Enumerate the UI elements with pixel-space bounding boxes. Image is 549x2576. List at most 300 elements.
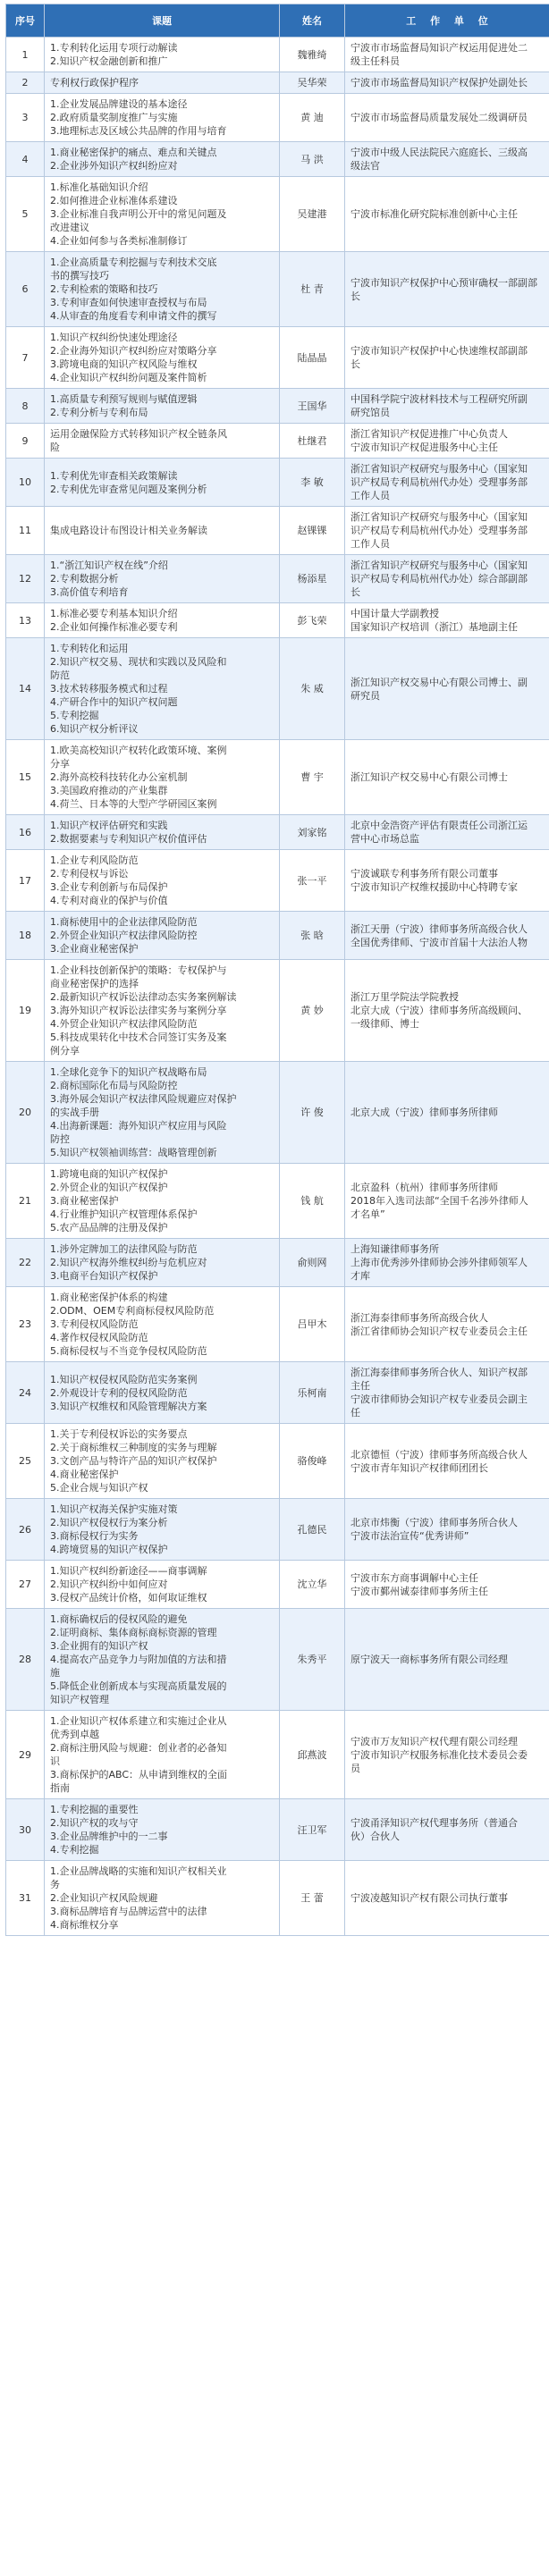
organization-line: 工作人员	[351, 538, 390, 550]
row-organization	[345, 94, 549, 142]
topic-line: 2.知识产权纠纷中如何应对	[50, 1578, 168, 1590]
organization-line: 中国计量大学副教授	[351, 608, 439, 619]
row-organization	[345, 389, 549, 424]
row-number: 3	[6, 94, 45, 142]
topic-line: 集成电路设计布图设计相关业务解读	[50, 525, 207, 536]
topic-line: 3.文创产品与特许产品的知识产权保护	[50, 1455, 217, 1467]
topic-line: 1.企业高质量专利挖掘与专利技术交底	[50, 257, 217, 268]
row-topics	[45, 252, 280, 327]
organization-line: 识产权局专利局杭州代办处）受理事务部	[351, 525, 528, 536]
topic-line: 4.商标维权分享	[50, 1919, 119, 1931]
topic-line: 2.外贸企业的知识产权保护	[50, 1182, 168, 1193]
row-organization	[345, 142, 549, 177]
row-topics	[45, 740, 280, 815]
topic-line: 3.商标保护的ABC：从申请到维权的全面	[50, 1769, 228, 1780]
topic-line: 防范	[50, 669, 70, 681]
topic-line: 3.专利审查如何快速审查授权与布局	[50, 297, 207, 308]
topic-line: 1.商标确权后的侵权风险的避免	[50, 1613, 188, 1625]
topic-line: 2.外观设计专利的侵权风险防范	[50, 1386, 188, 1399]
organization-line: 长	[351, 358, 360, 370]
header-organization: 工 作 单 位	[345, 4, 549, 38]
row-name: 吴建港	[280, 177, 345, 252]
row-organization	[345, 850, 549, 912]
organization-line: 国家知识产权培训（浙江）基地副主任	[351, 621, 518, 633]
topic-line: 4.外贸企业知识产权法律风险防范	[50, 1018, 198, 1030]
row-organization	[345, 72, 549, 94]
topic-line: 分享	[50, 758, 70, 770]
organization-line: 北京德恒（宁波）律师事务所高级合伙人	[351, 1448, 528, 1461]
topic-line: 1.商业秘密保护体系的构建	[50, 1292, 168, 1303]
topic-line: 3.企业专利创新与布局保护	[50, 881, 168, 893]
topic-line: 商业秘密保护的选择	[50, 978, 139, 989]
row-name: 沈立华	[280, 1561, 345, 1609]
table-header	[6, 4, 549, 38]
row-number: 29	[6, 1711, 45, 1799]
organization-line: 宁波市法治宣传“优秀讲师”	[351, 1530, 469, 1542]
row-name: 陆晶晶	[280, 327, 345, 389]
row-topics	[45, 1164, 280, 1239]
row-organization	[345, 815, 549, 850]
topic-line: 3.美国政府推动的产业集群	[50, 785, 168, 796]
row-name: 马 洪	[280, 142, 345, 177]
row-name: 杨添星	[280, 555, 345, 603]
row-topics	[45, 960, 280, 1062]
organization-line: 宁波凌越知识产权有限公司执行董事	[351, 1892, 508, 1904]
organization-line: 宁波市市场监督局质量发展处二级调研员	[351, 112, 528, 123]
topic-line: 运用金融保险方式转移知识产权全链条风	[50, 428, 227, 440]
row-name: 魏雅绮	[280, 38, 345, 72]
organization-line: 宁波市市场监督局知识产权运用促进处二	[351, 42, 528, 54]
topic-line: 知识产权管理	[50, 1694, 109, 1705]
organization-line: 任	[351, 1407, 360, 1418]
row-organization	[345, 638, 549, 740]
topic-line: 2.专利侵权与诉讼	[50, 868, 129, 880]
row-topics	[45, 1861, 280, 1936]
table-row	[6, 912, 549, 960]
row-number: 16	[6, 815, 45, 850]
row-topics	[45, 459, 280, 507]
table-body	[6, 38, 549, 1936]
organization-line: 浙江知识产权交易中心有限公司博士	[351, 771, 508, 783]
row-topics	[45, 603, 280, 638]
organization-line: 一级律师、博士	[351, 1018, 419, 1030]
topic-line: 1.商标使用中的企业法律风险防范	[50, 916, 198, 928]
topic-line: 3.商标品牌培育与品牌运营中的法律	[50, 1906, 207, 1917]
topic-line: 1.企业品牌战略的实施和知识产权相关业	[50, 1865, 227, 1877]
topic-line: 3.地理标志及区域公共品牌的作用与培育	[50, 125, 227, 137]
topic-line: 2.商标国际化布局与风险防控	[50, 1080, 178, 1091]
topic-line: 4.著作权侵权风险防范	[50, 1332, 148, 1343]
organization-line: 长	[351, 586, 360, 598]
organization-line: 宁波市标准化研究院标准创新中心主任	[351, 208, 518, 220]
topic-line: 5.降低企业创新成本与实现高质量发展的	[50, 1680, 227, 1692]
topic-line: 4.专利挖掘	[50, 1844, 99, 1856]
topic-line: 3.知识产权维权和风险管理解决方案	[50, 1400, 207, 1412]
topic-line: 3.海外展会知识产权法律风险规避应对保护	[50, 1093, 237, 1105]
row-topics	[45, 1711, 280, 1799]
row-number: 15	[6, 740, 45, 815]
row-organization	[345, 1609, 549, 1711]
organization-line: 浙江海泰律师事务所合伙人、知识产权部	[351, 1367, 528, 1378]
organization-line: 北京大成（宁波）律师事务所律师	[351, 1107, 498, 1118]
topic-line: 2.政府质量奖制度推广与实施	[50, 112, 178, 123]
topic-line: 1.“浙江知识产权在线”介绍	[50, 560, 168, 571]
topic-line: 4.行业维护知识产权管理体系保护	[50, 1208, 198, 1220]
topic-line: 4.跨境贸易的知识产权保护	[50, 1544, 168, 1555]
header-row	[6, 4, 549, 38]
organization-line: 营中心市场总监	[351, 833, 419, 845]
row-topics	[45, 177, 280, 252]
topic-line: 2.专利分析与专利布局	[50, 407, 148, 418]
topic-line: 3.专利侵权风险防范	[50, 1318, 139, 1330]
row-number: 5	[6, 177, 45, 252]
organization-line: 主任	[351, 1380, 370, 1392]
topic-line: 5.科技成果转化中技术合同签订实务及案	[50, 1031, 227, 1043]
row-number: 19	[6, 960, 45, 1062]
row-topics	[45, 38, 280, 72]
row-name: 朱 威	[280, 638, 345, 740]
topic-line: 1.关于专利侵权诉讼的实务要点	[50, 1428, 188, 1440]
row-number: 22	[6, 1239, 45, 1287]
row-name: 刘家铭	[280, 815, 345, 850]
table-row	[6, 38, 549, 72]
organization-line: 宁波市知识产权保护中心预审确权一部副部	[351, 276, 537, 289]
row-name: 杜继君	[280, 424, 345, 459]
row-name: 钱 航	[280, 1164, 345, 1239]
row-topics	[45, 815, 280, 850]
topic-line: 3.海外知识产权诉讼法律实务与案例分享	[50, 1005, 227, 1016]
organization-line: 浙江省知识产权研究与服务中心（国家知	[351, 511, 528, 523]
topic-line: 5.商标侵权与不当竞争侵权风险防范	[50, 1345, 207, 1357]
organization-line: 北京中金浩资产评估有限责任公司浙江运	[351, 820, 528, 831]
topic-line: 1.企业科技创新保护的策略：专权保护与	[50, 964, 227, 976]
row-name: 王 蕾	[280, 1861, 345, 1936]
row-topics	[45, 142, 280, 177]
row-organization	[345, 507, 549, 555]
organization-line: 浙江省律师协会知识产权专业委员会主任	[351, 1325, 528, 1337]
organization-line: 级主任科员	[351, 55, 400, 67]
row-name: 赵锞锞	[280, 507, 345, 555]
topic-line: 4.荷兰、日本等的大型产学研园区案例	[50, 798, 217, 810]
topic-line: 2.知识产权海外维权纠纷与危机应对	[50, 1257, 207, 1268]
topic-line: 4.商业秘密保护	[50, 1469, 119, 1480]
topic-line: 1.高质量专利预写规则与赋值逻辑	[50, 393, 198, 405]
organization-line: 才库	[351, 1270, 370, 1282]
organization-line: 浙江知识产权交易中心有限公司博士、副	[351, 676, 528, 688]
row-name: 张一平	[280, 850, 345, 912]
lecturer-table	[5, 4, 549, 1936]
organization-line: 宁波市万友知识产权代理有限公司经理	[351, 1735, 518, 1747]
row-name: 吴华荣	[280, 72, 345, 94]
topic-line: 1.知识产权海关保护实施对策	[50, 1503, 178, 1515]
row-topics	[45, 1062, 280, 1164]
row-number: 6	[6, 252, 45, 327]
row-number: 24	[6, 1362, 45, 1424]
organization-line: 浙江天册（宁波）律师事务所高级合伙人	[351, 922, 528, 935]
row-organization	[345, 1799, 549, 1861]
topic-line: 5.农产品品牌的注册及保护	[50, 1222, 168, 1233]
header-name: 姓名	[280, 4, 345, 38]
organization-line: 2018年入选司法部“全国千名涉外律师人	[351, 1195, 528, 1207]
topic-line: 1.跨境电商的知识产权保护	[50, 1168, 168, 1180]
organization-line: 北京盈科（杭州）律师事务所律师	[351, 1182, 498, 1193]
table-row	[6, 72, 549, 94]
row-topics	[45, 555, 280, 603]
topic-line: 4.提高农产品竞争力与附加值的方法和措	[50, 1654, 227, 1665]
row-organization	[345, 740, 549, 815]
table-row	[6, 424, 549, 459]
organization-line: 级法官	[351, 160, 380, 172]
row-organization	[345, 1861, 549, 1936]
row-topics	[45, 1799, 280, 1861]
row-organization	[345, 327, 549, 389]
row-topics	[45, 1239, 280, 1287]
table-row	[6, 1164, 549, 1239]
topic-line: 3.侵权产品统计价格，如何取证维权	[50, 1592, 207, 1604]
header-topic: 课题	[45, 4, 280, 38]
topic-line: 3.电商平台知识产权保护	[50, 1270, 158, 1282]
table-row	[6, 1609, 549, 1711]
row-number: 8	[6, 389, 45, 424]
row-organization	[345, 1499, 549, 1561]
topic-line: 2.专利数据分析	[50, 573, 119, 585]
topic-line: 3.企业拥有的知识产权	[50, 1640, 148, 1652]
organization-line: 宁波市律师协会知识产权专业委员会副主	[351, 1393, 528, 1405]
row-name: 邱燕波	[280, 1711, 345, 1799]
row-number: 28	[6, 1609, 45, 1711]
topic-line: 3.商业秘密保护	[50, 1195, 119, 1207]
topic-line: 2.证明商标、集体商标商标资源的管理	[50, 1627, 217, 1638]
topic-line: 2.专利检索的策略和技巧	[50, 283, 158, 295]
row-number: 2	[6, 72, 45, 94]
topic-line: 1.知识产权评估研究和实践	[50, 820, 168, 831]
table-row	[6, 815, 549, 850]
row-name: 李 敏	[280, 459, 345, 507]
row-number: 13	[6, 603, 45, 638]
row-organization	[345, 1164, 549, 1239]
row-topics	[45, 389, 280, 424]
table-row	[6, 850, 549, 912]
topic-line: 指南	[50, 1782, 70, 1794]
topic-line: 1.商业秘密保护的痛点、难点和关键点	[50, 147, 217, 158]
organization-line: 浙江省知识产权促进推广中心负责人	[351, 428, 508, 440]
row-topics	[45, 1424, 280, 1499]
organization-line: 浙江万里学院法学院教授	[351, 991, 459, 1003]
topic-line: 2.企业知识产权风险规避	[50, 1892, 158, 1904]
topic-line: 1.企业发展品牌建设的基本途径	[50, 98, 188, 110]
row-name: 骆俊峰	[280, 1424, 345, 1499]
organization-line: 宁波甬泽知识产权代理事务所（普通合	[351, 1817, 518, 1829]
topic-line: 1.涉外定牌加工的法律风险与防范	[50, 1243, 198, 1255]
topic-line: 2.专利优先审查常见问题及案例分析	[50, 483, 207, 495]
topic-line: 2.企业如何操作标准必要专利	[50, 621, 178, 633]
row-number: 25	[6, 1424, 45, 1499]
topic-line: 4.出海新课题：海外知识产权应用与风险	[50, 1120, 227, 1132]
row-topics	[45, 327, 280, 389]
topic-line: 2.数据要素与专利知识产权价值评估	[50, 833, 207, 845]
header-number: 序号	[6, 4, 45, 38]
table-row	[6, 1424, 549, 1499]
topic-line: 2.关于商标维权三种制度的实务与理解	[50, 1442, 217, 1453]
row-name: 王国华	[280, 389, 345, 424]
row-name: 黄 妙	[280, 960, 345, 1062]
table-row	[6, 740, 549, 815]
topic-line: 优秀到卓越	[50, 1729, 99, 1740]
row-organization	[345, 912, 549, 960]
table-row	[6, 960, 549, 1062]
table-row	[6, 389, 549, 424]
row-number: 20	[6, 1062, 45, 1164]
row-organization	[345, 960, 549, 1062]
topic-line: 2.最新知识产权诉讼法律动态实务案例解读	[50, 991, 237, 1003]
lecturer-table-container	[5, 4, 544, 1936]
organization-line: 宁波市知识产权服务标准化技术委员会委	[351, 1748, 528, 1761]
topic-line: 书的撰写技巧	[50, 270, 109, 282]
topic-line: 的实战手册	[50, 1107, 99, 1118]
row-number: 26	[6, 1499, 45, 1561]
topic-line: 3.跨境电商的知识产权风险与维权	[50, 358, 198, 370]
topic-line: 2.知识产权的攻与守	[50, 1817, 139, 1829]
row-name: 许 俊	[280, 1062, 345, 1164]
topic-line: 例分享	[50, 1045, 80, 1056]
organization-line: 浙江省知识产权研究与服务中心（国家知	[351, 463, 528, 475]
row-number: 7	[6, 327, 45, 389]
organization-line: 宁波市知识产权保护中心快速维权部副部	[351, 345, 528, 357]
row-name: 汪卫军	[280, 1799, 345, 1861]
topic-line: 2.如何推进企业标准体系建设	[50, 195, 178, 206]
topic-line: 6.知识产权分析评议	[50, 723, 139, 735]
table-row	[6, 1499, 549, 1561]
organization-line: 浙江省知识产权研究与服务中心（国家知	[351, 560, 528, 571]
topic-line: 1.知识产权纠纷快速处理途径	[50, 332, 178, 343]
topic-line: 4.产研合作中的知识产权问题	[50, 696, 178, 708]
row-number: 10	[6, 459, 45, 507]
organization-line: 员	[351, 1762, 360, 1774]
row-topics	[45, 912, 280, 960]
organization-line: 宁波市中级人民法院民六庭庭长、三级高	[351, 147, 528, 158]
table-row	[6, 1362, 549, 1424]
topic-line: 2.外贸企业知识产权法律风险防控	[50, 930, 198, 941]
row-number: 31	[6, 1861, 45, 1936]
organization-line: 才名单”	[351, 1208, 385, 1220]
topic-line: 3.企业商业秘密保护	[50, 943, 139, 955]
row-name: 彭飞荣	[280, 603, 345, 638]
row-number: 18	[6, 912, 45, 960]
topic-line: 1.标准化基础知识介绍	[50, 181, 148, 193]
organization-line: 北京市炜衡（宁波）律师事务所合伙人	[351, 1517, 518, 1528]
table-row	[6, 555, 549, 603]
topic-line: 2.企业涉外知识产权纠纷应对	[50, 160, 178, 172]
row-organization	[345, 1561, 549, 1609]
topic-line: 1.专利转化运用专项行动解读	[50, 42, 178, 54]
row-name: 杜 青	[280, 252, 345, 327]
topic-line: 2.知识产权金融创新和推广	[50, 55, 168, 67]
row-name: 俞则网	[280, 1239, 345, 1287]
table-row	[6, 1711, 549, 1799]
topic-line: 5.专利挖掘	[50, 710, 99, 721]
topic-line: 1.专利优先审查相关政策解读	[50, 469, 178, 482]
row-topics	[45, 1609, 280, 1711]
topic-line: 1.知识产权侵权风险防范实务案例	[50, 1373, 198, 1385]
organization-line: 北京大成（宁波）律师事务所高级顾问、	[351, 1005, 528, 1016]
organization-line: 伙）合伙人	[351, 1831, 400, 1842]
organization-line: 研究馆员	[351, 407, 390, 418]
table-row	[6, 638, 549, 740]
row-topics	[45, 507, 280, 555]
row-name: 张 晗	[280, 912, 345, 960]
organization-line: 宁波诚联专利事务所有限公司董事	[351, 868, 498, 880]
row-topics	[45, 1362, 280, 1424]
organization-line: 宁波市知识产权维权援助中心特聘专家	[351, 881, 518, 893]
topic-line: 2.ODM、OEM专利商标侵权风险防范	[50, 1305, 215, 1317]
table-row	[6, 327, 549, 389]
row-number: 21	[6, 1164, 45, 1239]
row-organization	[345, 1287, 549, 1362]
table-row	[6, 252, 549, 327]
row-number: 27	[6, 1561, 45, 1609]
row-name: 黄 迪	[280, 94, 345, 142]
table-row	[6, 507, 549, 555]
topic-line: 2.商标注册风险与规避：创业者的必备知	[50, 1742, 227, 1754]
topic-line: 2.知识产权交易、现状和实践以及风险和	[50, 656, 227, 668]
topic-line: 2.知识产权侵权行为案分析	[50, 1517, 168, 1528]
row-topics	[45, 1499, 280, 1561]
table-row	[6, 603, 549, 638]
row-organization	[345, 252, 549, 327]
organization-line: 浙江海泰律师事务所高级合伙人	[351, 1311, 488, 1324]
row-name: 朱秀平	[280, 1609, 345, 1711]
table-row	[6, 177, 549, 252]
table-row	[6, 1861, 549, 1936]
topic-line: 4.企业知识产权纠纷问题及案件简析	[50, 372, 207, 383]
organization-line: 宁波市市场监督局知识产权保护处副处长	[351, 77, 528, 88]
organization-line: 全国优秀律师、宁波市首届十大法治人物	[351, 936, 528, 948]
row-number: 30	[6, 1799, 45, 1861]
row-name: 乐柯南	[280, 1362, 345, 1424]
row-organization	[345, 555, 549, 603]
organization-line: 识产权局专利局杭州代办处）综合部副部	[351, 573, 528, 585]
organization-line: 识产权局专利局杭州代办处）受理事务部	[351, 476, 528, 488]
row-organization	[345, 1362, 549, 1424]
topic-line: 4.企业如何参与各类标准制修订	[50, 235, 188, 247]
topic-line: 4.从审查的角度看专利申请文件的撰写	[50, 310, 217, 322]
row-topics	[45, 72, 280, 94]
organization-line: 宁波市青年知识产权律师团团长	[351, 1461, 488, 1474]
topic-line: 1.知识产权纠纷新途径——商事调解	[50, 1565, 207, 1577]
row-number: 11	[6, 507, 45, 555]
topic-line: 1.专利转化和运用	[50, 643, 129, 654]
row-topics	[45, 638, 280, 740]
topic-line: 1.欧美高校知识产权转化政策环境、案例	[50, 745, 227, 756]
organization-line: 长	[351, 290, 360, 302]
table-row	[6, 94, 549, 142]
topic-line: 1.标准必要专利基本知识介绍	[50, 608, 178, 619]
organization-line: 上海市优秀涉外律师协会涉外律师领军人	[351, 1257, 528, 1268]
topic-line: 5.企业合规与知识产权	[50, 1482, 148, 1494]
organization-line: 宁波市知识产权促进服务中心主任	[351, 442, 498, 453]
row-number: 1	[6, 38, 45, 72]
row-organization	[345, 1711, 549, 1799]
topic-line: 1.专利挖掘的重要性	[50, 1804, 139, 1815]
organization-line: 原宁波天一商标事务所有限公司经理	[351, 1654, 508, 1665]
row-organization	[345, 1424, 549, 1499]
row-number: 14	[6, 638, 45, 740]
organization-line: 中国科学院宁波材料技术与工程研究所副	[351, 393, 528, 405]
row-number: 23	[6, 1287, 45, 1362]
topic-line: 务	[50, 1879, 60, 1890]
topic-line: 3.技术转移服务模式和过程	[50, 683, 168, 695]
row-name: 孔德民	[280, 1499, 345, 1561]
